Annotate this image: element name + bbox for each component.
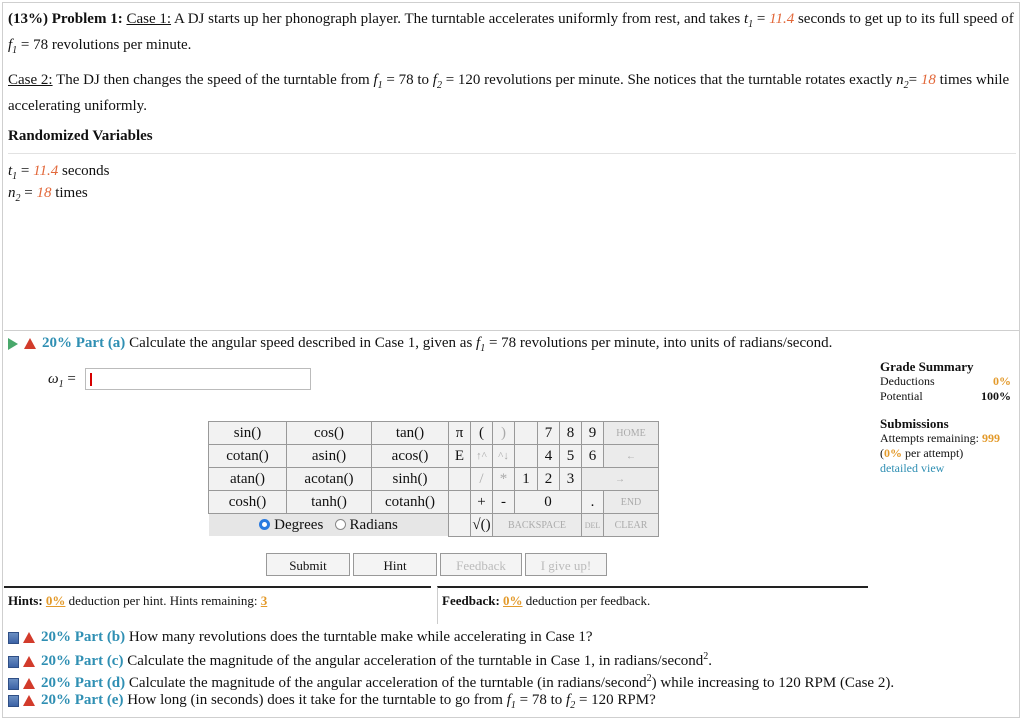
keypad xyxy=(448,421,659,537)
key-0[interactable]: 0 xyxy=(515,491,582,514)
problem-statement-case1: (13%) Problem 1: Case 1: A DJ starts up her phonograph player. The turntable accelerates uniformly from rest, and takes $t_1 = 11.4$ seconds to get up to its full speed of $f_1 = 78$ revolutions per minute. xyxy=(8,11,1014,56)
key-blank4 xyxy=(449,491,471,514)
key-blank2 xyxy=(515,445,538,468)
detailed-view-link[interactable]: detailed view xyxy=(880,461,945,475)
radians-label: Radians xyxy=(349,516,398,533)
rv-t1-unit: seconds xyxy=(62,163,110,179)
key-5[interactable]: 5 xyxy=(560,445,582,468)
key-plus[interactable]: + xyxy=(471,491,493,514)
feedback-pct: 0% xyxy=(503,593,523,608)
n2-value: 18 xyxy=(920,72,936,88)
attempts-value: 999 xyxy=(981,431,1000,445)
key-down[interactable]: ^↓ xyxy=(493,445,515,468)
potential-label: Potential xyxy=(880,389,923,403)
part-c-row[interactable]: 20% Part (c) Calculate the magnitude of the angular acceleration of the turntable in Case 1, in radians/second$^2$. xyxy=(8,651,712,670)
key-2[interactable]: 2 xyxy=(538,468,560,491)
problem-header: (13%) Problem 1: xyxy=(8,11,123,27)
fn-tan-button[interactable]: tan() xyxy=(372,422,449,445)
case2-text-d: times while accelerating uniformly. xyxy=(8,72,1010,114)
feedback-box xyxy=(437,586,868,624)
key-right-arrow[interactable]: → xyxy=(582,468,659,491)
randomized-variables-title: Randomized Variables xyxy=(8,128,153,144)
function-pad xyxy=(208,421,449,536)
deductions-value: 0% xyxy=(993,374,1011,388)
fn-cotan-button[interactable]: cotan() xyxy=(209,445,287,468)
submit-button[interactable]: Submit xyxy=(266,553,350,576)
rv-t1-value: 11.4 xyxy=(33,163,59,179)
part-e-row[interactable]: 20% Part (e) How long (in seconds) does it take for the turntable to go from $f_1 = 78$ to $f_2 = 120$ RPM? xyxy=(8,692,656,711)
potential-value: 100% xyxy=(981,389,1011,403)
give-up-button[interactable]: I give up! xyxy=(525,553,607,576)
key-1[interactable]: 1 xyxy=(515,468,538,491)
hints-pct: 0% xyxy=(45,593,66,608)
key-del[interactable]: DEL xyxy=(582,514,604,537)
angle-mode-row xyxy=(209,514,449,537)
part-d-row[interactable]: 20% Part (d) Calculate the magnitude of the angular acceleration of the turntable (in radians/second$^2$) while increasing to 120 RPM (Case 2). xyxy=(8,673,894,692)
text-caret xyxy=(90,373,92,386)
key-up[interactable]: ↑^ xyxy=(471,445,493,468)
fn-acotan-button[interactable]: acotan() xyxy=(287,468,372,491)
key-8[interactable]: 8 xyxy=(560,422,582,445)
warning-icon xyxy=(23,632,35,643)
attempts-label: Attempts remaining: xyxy=(880,431,979,445)
part-a-text: Calculate the angular speed described in Case 1, given as xyxy=(129,335,473,351)
rv-n2-value: 18 xyxy=(36,185,52,201)
key-6[interactable]: 6 xyxy=(582,445,604,468)
f1-symbol: $f_1$ xyxy=(373,72,383,91)
key-3[interactable]: 3 xyxy=(560,468,582,491)
f1-text: = 78 revolutions per minute. xyxy=(20,37,192,53)
fn-cos-button[interactable]: cos() xyxy=(287,422,372,445)
hints-label: Hints: xyxy=(8,593,43,608)
key-sqrt[interactable]: √() xyxy=(471,514,493,537)
document-icon xyxy=(8,656,19,668)
part-a-header: 20% Part (a) Calculate the angular speed described in Case 1, given as $f_1 = 78$ revolutions per minute, into units of radians/second. xyxy=(8,335,832,354)
expand-triangle-icon[interactable] xyxy=(8,338,18,350)
fn-tanh-button[interactable]: tanh() xyxy=(287,491,372,514)
answer-input[interactable] xyxy=(85,368,311,390)
key-end[interactable]: END xyxy=(604,491,659,514)
warning-icon xyxy=(23,695,35,706)
problem-statement-case2: Case 2: The DJ then changes the speed of the turntable from $f_1 = 78$ to $f_2 = 120$ revolutions per minute. She notices that the turntable rotates exactly $n_2= 18$ times while accelerating uniformly. xyxy=(8,72,1010,114)
key-7[interactable]: 7 xyxy=(538,422,560,445)
key-left-arrow[interactable]: ← xyxy=(604,445,659,468)
fn-acos-button[interactable]: acos() xyxy=(372,445,449,468)
case2-text-a: The DJ then changes the speed of the turntable from xyxy=(56,72,370,88)
randomized-t1: $t_1 = 11.4$ seconds xyxy=(8,163,110,182)
fn-cotanh-button[interactable]: cotanh() xyxy=(372,491,449,514)
f1-symbol: $f_1$ xyxy=(8,37,18,56)
divider xyxy=(8,153,1016,154)
document-icon xyxy=(8,678,19,690)
deductions-label: Deductions xyxy=(880,374,935,388)
key-blank5 xyxy=(449,514,471,537)
key-multiply[interactable]: * xyxy=(493,468,515,491)
key-e[interactable]: E xyxy=(449,445,471,468)
case2-label: Case 2: xyxy=(8,72,53,88)
per-attempt-label: per attempt) xyxy=(905,446,964,460)
per-attempt-value: 0% xyxy=(884,446,902,460)
feedback-text: deduction per feedback. xyxy=(525,593,651,608)
t1-value: 11.4 xyxy=(769,11,795,27)
fn-cosh-button[interactable]: cosh() xyxy=(209,491,287,514)
randomized-n2: $n_2 = 18$ times xyxy=(8,185,88,204)
fn-sinh-button[interactable]: sinh() xyxy=(372,468,449,491)
key-minus[interactable]: - xyxy=(493,491,515,514)
case1-text-b: seconds to get up to its full speed of xyxy=(797,11,1014,27)
case2-text-b: = 78 to xyxy=(386,72,430,88)
grade-summary: Grade Summary Deductions 0% Potential 100% Submissions Attempts remaining: 999 (0% per attempt) detailed view xyxy=(880,359,1011,475)
part-b-row[interactable]: 20% Part (b) How many revolutions does the turntable make while accelerating in Case 1? xyxy=(8,629,593,646)
hints-box xyxy=(4,586,431,624)
key-dot[interactable]: . xyxy=(582,491,604,514)
feedback-button[interactable]: Feedback xyxy=(440,553,522,576)
part-a-label: 20% Part (a) xyxy=(42,335,126,351)
grade-summary-title: Grade Summary xyxy=(880,359,974,374)
t1-symbol: $t_1$ xyxy=(743,11,754,30)
key-9[interactable]: 9 xyxy=(582,422,604,445)
case1-text-a: A DJ starts up her phonograph player. The turntable accelerates uniformly from rest, and takes xyxy=(173,11,741,27)
fn-atan-button[interactable]: atan() xyxy=(209,468,287,491)
fn-sin-button[interactable]: sin() xyxy=(209,422,287,445)
hint-button[interactable]: Hint xyxy=(353,553,437,576)
key-divide[interactable]: / xyxy=(471,468,493,491)
hints-text: deduction per hint. Hints remaining: xyxy=(68,593,258,608)
answer-label: $\omega_1$ = xyxy=(48,371,76,390)
key-blank3 xyxy=(449,468,471,491)
document-icon xyxy=(8,695,19,707)
case2-text-c: = 120 revolutions per minute. She notices that the turntable rotates exactly xyxy=(445,72,893,88)
warning-icon xyxy=(23,678,35,689)
part-a-text-b: = 78 revolutions per minute, into units of radians/second. xyxy=(488,335,833,351)
key-blank xyxy=(515,422,538,445)
submissions-title: Submissions xyxy=(880,416,949,431)
feedback-label: Feedback: xyxy=(442,593,500,608)
case1-label: Case 1: xyxy=(126,11,172,27)
document-icon xyxy=(8,632,19,644)
key-rparen[interactable]: ) xyxy=(493,422,515,445)
warning-icon xyxy=(23,656,35,667)
warning-icon xyxy=(24,338,36,349)
fn-asin-button[interactable]: asin() xyxy=(287,445,372,468)
f2-symbol: $f_2$ xyxy=(432,72,442,91)
degrees-label: Degrees xyxy=(274,516,324,533)
key-clear[interactable]: CLEAR xyxy=(604,514,659,537)
degrees-radio[interactable] xyxy=(259,519,270,530)
key-lparen[interactable]: ( xyxy=(471,422,493,445)
radians-radio[interactable] xyxy=(335,519,346,530)
key-4[interactable]: 4 xyxy=(538,445,560,468)
n2-symbol: $n_2$ xyxy=(896,72,909,91)
key-backspace[interactable]: BACKSPACE xyxy=(493,514,582,537)
hints-remaining: 3 xyxy=(260,593,268,608)
key-pi[interactable]: π xyxy=(449,422,471,445)
key-home[interactable]: HOME xyxy=(604,422,659,445)
rv-n2-unit: times xyxy=(55,185,88,201)
